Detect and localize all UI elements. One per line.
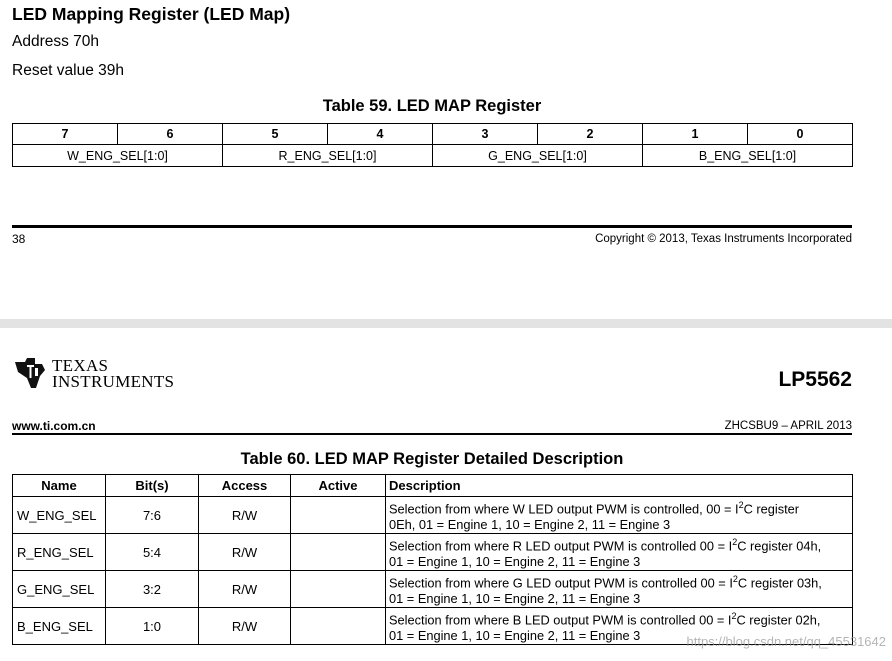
row-access: R/W [199,571,291,608]
register-heading: LED Mapping Register (LED Map) [12,4,291,24]
row-access: R/W [199,608,291,645]
header-rule [12,433,852,435]
row-name: W_ENG_SEL [13,497,106,534]
column-header-bits: Bit(s) [106,475,199,497]
page-separator [0,319,892,328]
row-bits: 5:4 [106,534,199,571]
table-row [13,534,853,571]
register-address: Address 70h [12,33,100,50]
ti-logo-icon [12,356,48,390]
field-r-eng-sel: R_ENG_SEL[1:0] [223,145,433,167]
page-number: 38 [12,232,26,246]
field-row [13,145,853,167]
watermark: https://blog.csdn.net/qq_45531642 [686,634,886,649]
detail-header-row [13,475,853,497]
bit-header: 5 [223,124,328,145]
bit-header: 7 [13,124,118,145]
led-map-detail-table [12,474,853,645]
row-bits: 3:2 [106,571,199,608]
footer-rule [12,225,852,228]
bit-header: 4 [328,124,433,145]
ti-logo [12,354,175,394]
column-header-name: Name [13,475,106,497]
bit-header-row [13,124,853,145]
table-row [13,497,853,534]
bit-header: 6 [118,124,223,145]
row-access: R/W [199,497,291,534]
row-active [291,608,386,645]
column-header-active: Active [291,475,386,497]
row-bits: 1:0 [106,608,199,645]
column-header-access: Access [199,475,291,497]
bit-header: 3 [433,124,538,145]
document-id: ZHCSBU9 – APRIL 2013 [724,420,852,432]
row-name: G_ENG_SEL [13,571,106,608]
row-name: B_ENG_SEL [13,608,106,645]
column-header-description: Description [386,475,853,497]
table-row [13,571,853,608]
logo-text-line1: TEXAS [52,356,109,375]
row-active [291,497,386,534]
table59-caption: Table 59. LED MAP Register [322,97,542,115]
register-reset-value: Reset value 39h [12,62,125,79]
row-description: Selection from where B LED output PWM is controlled $00 = I^2C$ register 02h, 01 = Engine 1, 10 = Engine 2, 11 = Engine 3 [386,608,853,645]
copyright-notice: Copyright © 2013, Texas Instruments Incorporated [595,233,852,245]
bit-header: 2 [538,124,643,145]
field-g-eng-sel: G_ENG_SEL[1:0] [433,145,643,167]
bit-header: 0 [748,124,853,145]
part-number: LP5562 [778,368,852,391]
row-access: R/W [199,534,291,571]
bit-header: 1 [643,124,748,145]
led-map-register-table [12,123,853,167]
website-link[interactable]: www.ti.com.cn [12,419,96,433]
row-bits: 7:6 [106,497,199,534]
field-b-eng-sel: B_ENG_SEL[1:0] [643,145,853,167]
row-description: Selection from where G LED output PWM is controlled $00 = I^2C$ register 03h, 01 = Engine 1, 10 = Engine 2, 11 = Engine 3 [386,571,853,608]
row-active [291,534,386,571]
logo-text-line2: INSTRUMENTS [52,372,175,391]
row-active [291,571,386,608]
table60-caption: Table 60. LED MAP Register Detailed Description [240,450,624,468]
row-description: Selection from where R LED output PWM is controlled $00 = I^2C$ register 04h, 01 = Engine 1, 10 = Engine 2, 11 = Engine 3 [386,534,853,571]
field-w-eng-sel: W_ENG_SEL[1:0] [13,145,223,167]
row-name: R_ENG_SEL [13,534,106,571]
row-description: Selection from where W LED output PWM is controlled, $00 = I^2C$ register 0Eh, 01 = Engine 1, 10 = Engine 2, 11 = Engine 3 [386,497,853,534]
